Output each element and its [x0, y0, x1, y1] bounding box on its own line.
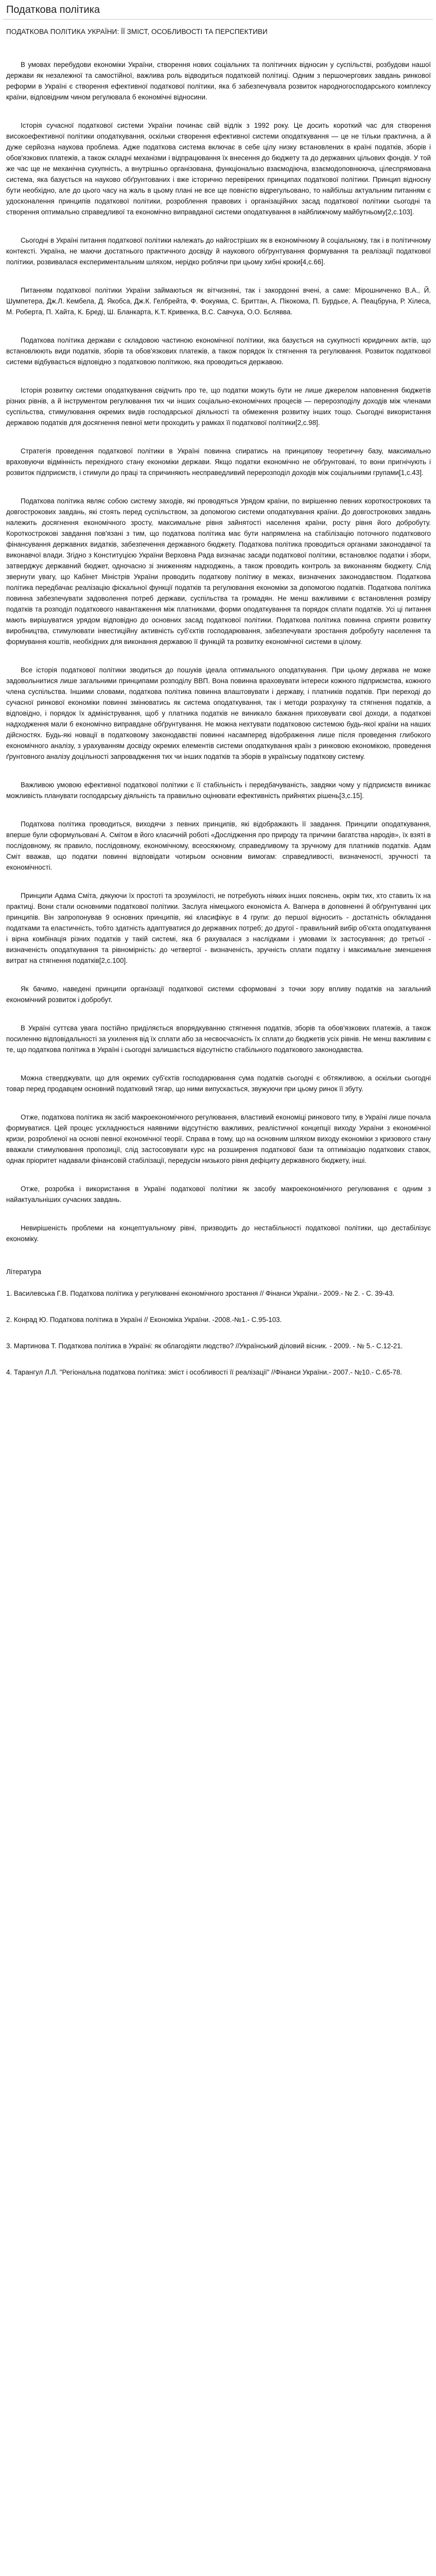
literature-heading: Література [6, 1268, 42, 1276]
paragraph: Сьогодні в Україні питання податкової політики належать до найгостріших як в економічному й соціальному, так і в політичному контексті. Україна, не маючи достатнього практичного досвіду й наукового обґрунтування формування та реалізації податкової політики, розвивалася експериментальним шляхом, нерідко роблячи при цьому хибні кроки[4,с.66]. [6, 236, 431, 266]
paragraph: Історія розвитку системи оподаткування свідчить про те, що податки можуть бути не лише джерелом наповнення бюджетів різних рівнів, а й інструментом регулювання тих чи інших соціально-економічних процесів — перерозподілу доходів між членами суспільства, стимулювання окремих видів господарської діяльності та обмеження розвитку інших тощо. Сьогодні використання державою податків для досягнення певної мети проходить у рамках її податкової політики[2,с.98]. [6, 386, 431, 427]
spacer [6, 267, 431, 285]
paragraph: Податкова політика являє собою систему заходів, які проводяться Урядом країни, по вирішенню певних короткострокових та довгострокових завдань, які стоять перед суспільством, за допомогою системи оподаткування країни. До довгострокових завдань належить досягнення економічного зросту, максимальне рівня зайнятості населення країни, росту рівня його добробуту. Короткострокові завдання пов'язані з тим, що податкова політика має бути напрямлена на стабілізацію поточного податкового фінансування державних видатків, забезпечення державного бюджету. Податкова політика проводиться органами законодавчої та виконавчої влади. Згідно з Конституцією України Верховна Рада визначає засади податкової політики, встановлює податки і збори, затверджує державний бюджет, одночасно зі зниженням надходжень, а також проводить контроль за виконанням бюджету. Слід звернути увагу, що Кабінет Міністрів України проводить податкову політику в межах, визначених законодавством. Податкова політика передбачає реалізацію фіскальної функції податків та регулювання економіки за допомогою податків. Податкова політика повинна забезпечувати задоволення потреб держави, суспільства та громадян. Не менш важливими є встановлення розміру податків та розподіл податкового навантаження між платниками, форми оподаткування та порядок сплати податків. Усі ці питання мають вирішуватися урядом відповідно до основних засад податкової політики. Податкова політика повинна сприяти розвитку виробництва, стимулювати інвестиційну активність суб'єктів господарювання, забезпечувати зростання добробуту населення та формування коштів, необхідних для виконання державою її функцій та розвитку економічної системи в цілому. [6, 497, 431, 646]
paragraph: В умовах перебудови економіки України, створення нових соціальних та політичних відносин у суспільстві, розбудови нашої держави як незалежної та самостійної, важлива роль відводиться податковій політиці. Одним з першочергових завдань ринкової реформи в Україні є створення ефективної податкової політики, яка б забезпечувала розвиток народногосподарського комплексу країни, відповідним чином регулювала б економічні відносини. [6, 61, 431, 101]
page-title: Податкова політика [3, 0, 433, 20]
paragraph: Податкова політика проводиться, виходячи з певних принципів, які відображають її завдання. Принципи оподаткування, вперше були сформульовані А. Смітом в його класичній роботі «Дослідження про природу та причини багатства народів», їх взяті в послідовному, як правило, послідовному, економічному, всеосяжному, справедливому та зручному для платників податків. Адам Сміт вважав, що податки повинні відповідати чотирьом основним вимогам: справедливості, визначеності, зручності та економічності. [6, 820, 431, 871]
spacer [6, 478, 431, 496]
article-body [6, 59, 433, 1244]
paragraph: Питанням податкової політики України займаються як вітчизняні, так і закордонні вчені, а саме: Мірошниченко В.А., Й. Шумпетера, Дж.Л. Кембела, Д. Якобса, Дж.К. Гелбрейта, Ф. Фокуяма, С. Бриттан, А. Пікокома, П. Бурдьєе, А. Пеацбруна, Р. Хілеса, М. Роберта, П. Хайта, К. Бреді, Ш. Бланкарта, К.Т. Кривенка, В.С. Савчука, О.О. Бєлявва. [6, 286, 431, 316]
spacer [6, 367, 431, 385]
spacer [6, 1094, 431, 1112]
paragraph: Отже, податкова політика як засіб макроекономічного регулювання, властивий економіці ринкового типу, в Україні лише почала формуватися. Цей процес ускладнюється наявними відсутністю важливих, реалістичної концепції виходу України з економічної кризи, розробленої на основі певної економічної теорії. Справа в тому, що на основним шляхом виходу економіки з кризового стану вважали стимулювання пропозиції, слід застосовувати курс на розширення податкової бази та оптимізацію податкових ставок, однак пріоритет надавали фінансовій стабілізації, передусім низького рівня дефіциту державного бюджету, інші. [6, 1113, 431, 1164]
spacer [6, 647, 431, 665]
spacer [6, 1166, 431, 1183]
literature-item: 1. Василевська Г.В. Податкова політика у регулюванні економічного зростання // Фінанси України.- 2009.- № 2. - С. 39-43. [6, 1290, 395, 1297]
article-subtitle: ПОДАТКОВА ПОЛІТИКА УКРАЇНИ: ЇЇ ЗМІСТ, ОСОБЛИВОСТІ ТА ПЕРСПЕКТИВИ [6, 28, 268, 36]
literature-item: 4. Тарангул Л.Л. "Регіональна податкова політика: зміст і особливості її реалізації" //Фінанси України.- 2007.- №10.- С.65-78. [6, 1368, 403, 1376]
paragraph: Принципи Адама Сміта, дякуючи їх простоті та зрозумілості, не потребують ніяких інших пояснень, окрім тих, хто ставить їх на практиці. Вони стали основними податкової політики. Заслуга німецького економіста А. Вагнера в доповненні й обґрунтуванні цих принципів. Він запропонував 9 основних принципів, які класифікує в 4 групи: до першої відносить - достатність обкладання податками та еластичність, тобто здатність адаптуватися до державних потреб; до другої - правильний вибір об'єкта оподаткування і вірна комбінація різних податків у такій системі, яка б рахувалася з наслідками і умовами їх застосування; до третьої - визначеність оподаткування та рівномірність: до четвертої - визначеність, зручність сплати податку і максимальне зменшення витрат на стягнення податків[2,с.100]. [6, 892, 431, 964]
paragraph: Історія сучасної податкової системи України починає свій відлік з 1992 року. Це досить короткий час для створення високоефективної політики оподаткування, оскільки створення ефективної системи оподаткування — це не тільки практична, а й дуже серйозна наукова проблема. Адже податкова система включає в себе цілу низку встановлених в країні податків, зборів і обов'язкових платежів, а також складні механізми і відпрацювання їх внесення до бюджету та до державних цільових фондів. У той же час ще не механічна сукупність, а внутрішньо організована, функціонально взаємодіюча, взаємодоповнююча, цілеспрямована система, яка базується на науково обґрунтованих і вже історично перевірених принципах податкової політики. Принцип відносну бути необхідно, але до цього часу на жаль в цьому плані не все ще повністю відрегульовано, то найбільш актуальним питанням є удосконалення принципів податкової політики, розроблення правових і організаційних засад податкової політики сьогодні та створення оптимально справедливої та економічно виправданої системи оподаткування в найближчому майбутньому[2,с.103]. [6, 122, 431, 216]
paragraph: Отже, розробка і використання в Україні податкової політики як засобу макроекономічного регулювання є одним з найактуальніших сучасних завдань. [6, 1185, 431, 1204]
spacer [6, 801, 431, 819]
spacer [6, 1055, 431, 1073]
spacer [6, 317, 431, 335]
paragraph: Податкова політика держави є складовою частиною економічної політики, яка базується на сукупності юридичних актів, що встановлюють види податків, зборів та обов'язкових платежів, а також порядок їх стягнення та регулювання. Розвиток податкової системи відбувається відповідно з податковою політикою, яка проводиться державою. [6, 336, 431, 366]
paragraph: Все історія податкової політики зводиться до пошуків ідеала оптимального оподаткування. При цьому держава не може задовольнитися лише загальними принципами розподілу ВВП. Вона повинна враховувати інтереси кожного підприємства, кожного члена суспільства. Іншими словами, податкова політика повинна влаштовувати і державу, і платників податків. При переході до сучасної ринкової економіки повинні змінюватись як система оподаткування, так і методи розрахунку та стягнення податків, а відповідно, і порядок їх адміністрування, щоб у платника податків не виникало бажання приховувати свої доходи, а податкові надходження мали б економічно виправдане обґрунтування. Не можна нехтувати податковою системою будь-якої країни на наших дійсностях. Будь-які новації в податковому законодавстві повинні насамперед відображення лише після проведення глибокого економічного аналізу, з урахуванням досвіду окремих елементів системи оподаткування країн з ринковою економікою, проведення ґрунтовного аналізу доцільності запровадження тих чи інших податків та зборів в українську податкову систему. [6, 666, 431, 760]
paragraph: Стратегія проведення податкової політики в Україні повинна спиратись на принципову теоретичну базу, максимально враховуючи відмінність перехідного стану економіки держави. Якщо податки економічно не обґрунтовані, то вони пригнічують і розвиток підприємств, і стимули до праці та спричиняють несправедливий перерозподіл доходів між соціальними групами[1,с.43]. [6, 447, 431, 477]
literature-item: 3. Мартинова Т. Податкова політика в Україні: як облагодіяти людство? //Український діловий вісник. - 2009. - № 5.- С.12-21. [6, 1342, 403, 1350]
literature-item: 2. Конрад Ю. Податкова політика в Україні // Економіка України. -2008.-№1.- С.95-103. [6, 1316, 282, 1324]
spacer [6, 1205, 431, 1223]
spacer [6, 103, 431, 120]
paragraph: В Україні суттєва увага постійно приділяється впорядкуванню стягнення податків, зборів та обов'язкових платежів, а також посиленню відповідальності за ухилення від їх сплати або за несвоєчасність їх сплати до бюджетів усіх рівнів. Не менш важливим є те, що податкова політика в Україні і сьогодні залишається відсутністю стабільного податкового законодавства. [6, 1024, 431, 1054]
spacer [6, 966, 431, 984]
spacer [6, 1005, 431, 1023]
spacer [3, 36, 433, 59]
paragraph: Важливою умовою ефективної податкової політики є її стабільність і передбачуваність, завдяки чому у підприємств виникає можливість планувати господарську діяльність та правильно оцінювати ефективність прийнятих рішень[3,с.15]. [6, 781, 431, 800]
literature-list [3, 1288, 433, 1378]
paragraph: Можна стверджувати, що для окремих суб'єктів господарювання сума податків сьогодні є обтяжливою, а оскільки сьогодні товар перед продавцем основний податковий тягар, що ними випускається, звужуючи при цьому ринок її збуту. [6, 1074, 431, 1093]
spacer [6, 762, 431, 779]
spacer [6, 873, 431, 890]
spacer [6, 428, 431, 446]
paragraph: Як бачимо, наведені принципи організації податкової системи сформовані з точки зору впливу податків на загальний економічний розвиток і добробут. [6, 985, 431, 1004]
paragraph: Невирішеність проблеми на концептуальному рівні, призводить до нестабільності податкової політики, що дестабілізує економіку. [6, 1224, 431, 1243]
spacer [6, 217, 431, 235]
spacer [3, 1244, 433, 1268]
